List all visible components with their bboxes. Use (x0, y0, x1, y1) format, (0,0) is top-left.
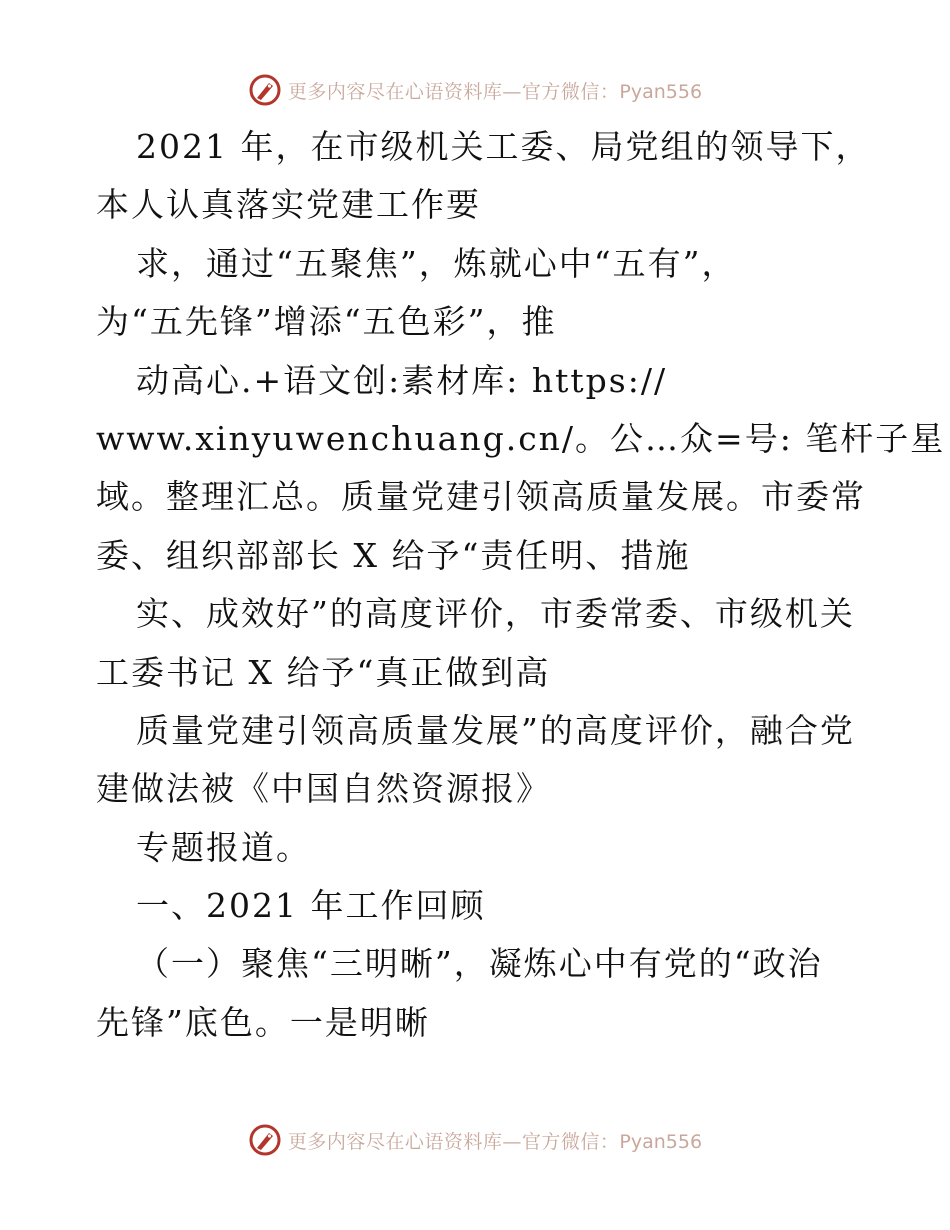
body-line: 先锋”底色。一是明晰 (96, 1002, 430, 1042)
body-line: 动高心.+语文创:素材库: https:// (136, 360, 668, 400)
header-watermark (0, 70, 950, 110)
body-line: 域。整理汇总。质量党建引领高质量发展。市委常 (96, 477, 866, 517)
body-line: 2021 年，在市级机关工委、局党组的领导下， (136, 127, 871, 166)
pen-nib-circle-icon (248, 1123, 282, 1157)
footer-watermark (0, 1120, 950, 1160)
body-line: 建做法被《中国自然资源报》 (96, 769, 551, 809)
body-line: 本人认真落实党建工作要 (96, 185, 481, 225)
body-line: 求，通过“五聚焦”，炼就心中“五有”， (136, 243, 737, 283)
body-line: 实、成效好”的高度评价，市委常委、市级机关 (136, 594, 855, 634)
body-line: 一、2021 年工作回顾 (136, 886, 486, 926)
body-line: 工委书记 X 给予“真正做到高 (96, 652, 551, 692)
body-line: www.xinyuwenchuang.cn/。公…众=号: 笔杆子星 (96, 418, 946, 458)
body-line: （一）聚焦“三明晰”，凝炼心中有党的“政治 (136, 944, 823, 984)
document-body (96, 118, 946, 1052)
watermark-text: 更多内容尽在心语资料库—官方微信：Pyan556 (287, 80, 703, 103)
body-line: 专题报道。 (136, 827, 311, 867)
body-line: 为“五先锋”增添“五色彩”，推 (96, 302, 557, 342)
watermark-text: 更多内容尽在心语资料库—官方微信：Pyan556 (287, 1130, 703, 1153)
body-line: 质量党建引领高质量发展”的高度评价，融合党 (136, 710, 855, 750)
body-line: 委、组织部部长 X 给予“责任明、措施 (96, 535, 691, 575)
pen-nib-circle-icon (248, 73, 282, 107)
